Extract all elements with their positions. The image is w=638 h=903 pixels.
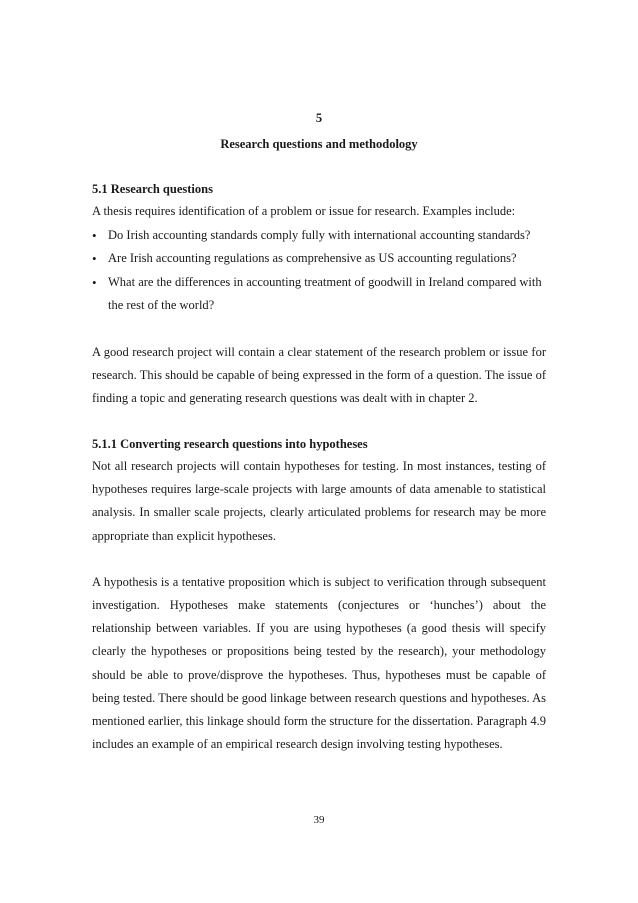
paragraph-gap <box>92 548 546 571</box>
paragraph: Not all research projects will contain hypotheses for testing. In most instances, testing of hypotheses requires large-scale projects with large amounts of data amenable to statistical analysis. In smaller scale projects, clearly articulated problems for research may be more appropriate than explicit hypotheses. <box>92 459 546 543</box>
chapter-title: Research questions and methodology <box>220 137 418 151</box>
list-item: • What are the differences in accounting treatment of goodwill in Ireland compared with the rest of the world? <box>92 271 546 318</box>
paragraph-gap <box>92 411 546 434</box>
chapter-number: 5 <box>315 111 323 125</box>
section-heading-5-1-1: 5.1.1 Converting research questions into hypotheses <box>92 436 368 451</box>
paragraph: A good research project will contain a clear statement of the research problem or issue for research. This should be capable of being expressed in the form of a question. The issue of finding a topic and generating research questions was dealt with in chapter 2. <box>92 344 546 406</box>
list-item: • Are Irish accounting regulations as comprehensive as US accounting regulations? <box>92 247 546 271</box>
page-number: 39 <box>313 814 325 826</box>
examples-list <box>92 224 546 318</box>
paragraph: A hypothesis is a tentative proposition which is subject to verification through subsequent investigation. Hypotheses make statements (conjectures or ‘hunches’) about the relationship between variables. If you are using hypotheses (a good thesis will specify clearly the hypotheses or propositions being tested by the research), your methodology should be able to prove/disprove the hypotheses. Thus, hypotheses must be capable of being tested. There should be good linkage between research questions and hypotheses. As mentioned earlier, this linkage should form the structure for the dissertation. Paragraph 4.9 includes an example of an empirical research design involving testing hypotheses. <box>92 574 546 752</box>
section-heading-5-1: 5.1 Research questions <box>92 182 213 196</box>
paragraph-gap <box>92 318 546 341</box>
list-item: • Do Irish accounting standards comply fully with international accounting standards? <box>92 224 546 248</box>
body-text <box>92 179 546 756</box>
section-intro: A thesis requires identification of a problem or issue for research. Examples include: <box>92 204 516 219</box>
